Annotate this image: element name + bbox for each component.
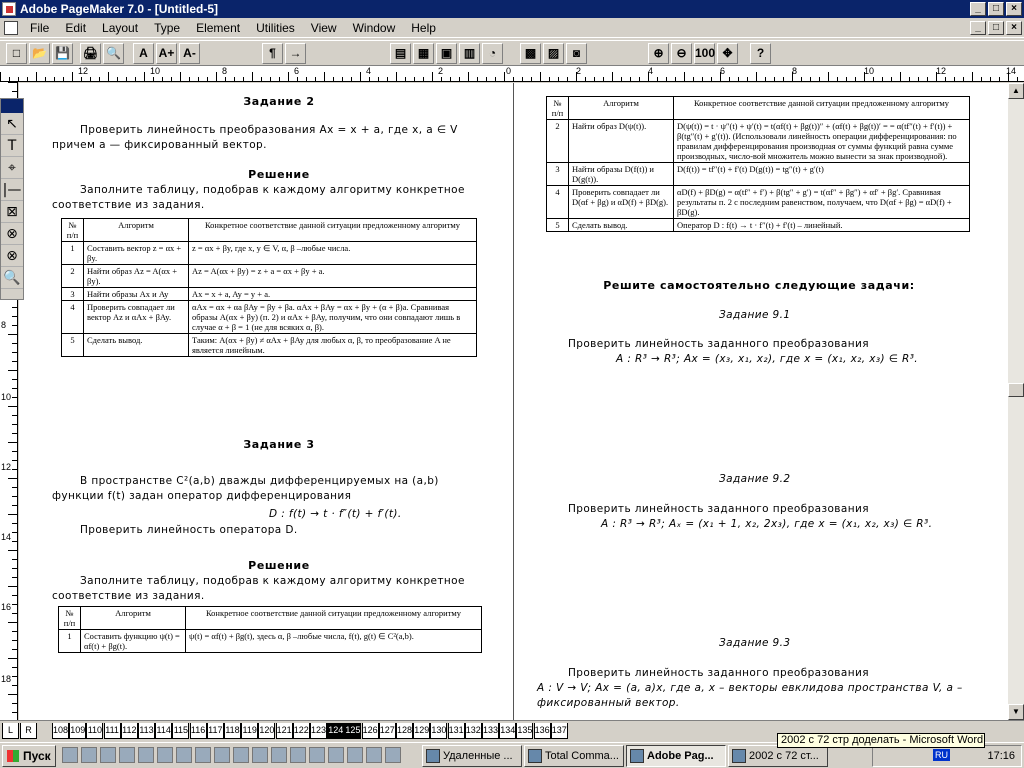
table-cell: Ax = x + a, Ay = y + a. [189, 288, 477, 301]
table-row [62, 334, 477, 357]
page-icon[interactable]: 110 [86, 723, 103, 739]
page-icon[interactable]: 108 [52, 723, 69, 739]
table-row [62, 242, 477, 265]
toolbar-button-16[interactable]: ▨ [543, 43, 564, 64]
task-icon [426, 749, 440, 763]
table-header-cell: № п/п [62, 219, 84, 242]
window-title: Adobe PageMaker 7.0 - [Untitled-5] [20, 2, 219, 16]
toolbar-button-4[interactable]: 🔍 [103, 43, 124, 64]
menu-layout[interactable]: Layout [102, 21, 139, 35]
page-icon[interactable]: 130 [430, 723, 447, 739]
ruler-h-label: 2 [576, 66, 582, 76]
toolbar-button-11[interactable]: ▦ [413, 43, 434, 64]
page-icon[interactable]: 122 [293, 723, 310, 739]
table-row [62, 265, 477, 288]
task3-text1: В пространстве C²(a,b) дважды дифференцируемых на (a,b) функции f(t) задан оператор дифференцирования [52, 475, 439, 502]
table-cell: Таким: A(αx + βy) ≠ αAx + βAy для любых α, β, то преобразование A не является линейным. [189, 334, 477, 357]
page-icon[interactable]: 123 [310, 723, 327, 739]
ruler-h-label: 2 [438, 66, 444, 76]
table-cell: z = αx + βy, где x, y ∈ V, α, β –любые числа. [189, 242, 477, 265]
taskbar-task[interactable] [422, 745, 522, 767]
page-icon[interactable]: 121 [276, 723, 293, 739]
ruler-h-label: 0 [506, 66, 512, 76]
task-label: Total Comma... [545, 750, 619, 762]
table-cell: 1 [59, 630, 81, 653]
table-cell: D(f(t)) = tf″(t) + f′(t) D(g(t)) = tg″(t) + g′(t) [674, 163, 970, 186]
quick-launch-icon[interactable] [176, 747, 192, 763]
scroll-up-arrow[interactable]: ▲ [1008, 83, 1024, 99]
ruler-h-label: 4 [366, 66, 372, 76]
toolbar-button-8[interactable]: ¶ [262, 43, 283, 64]
system-tray [872, 745, 1022, 767]
maximize-button[interactable]: □ [988, 2, 1004, 16]
menu-bar [0, 18, 1024, 38]
toolbar-button-7[interactable]: A- [179, 43, 200, 64]
toolbar-button-22[interactable]: ? [750, 43, 771, 64]
table-row [59, 630, 482, 653]
scroll-thumb[interactable] [1008, 383, 1024, 397]
task2-title: Задание 2 [243, 95, 315, 108]
taskbar-task[interactable] [524, 745, 624, 767]
table-cell: 4 [62, 301, 84, 334]
page-icon[interactable]: 114 [155, 723, 172, 739]
task-label: 2002 с 72 ст... [749, 750, 819, 762]
page-icon[interactable]: 124 [327, 723, 344, 739]
table-header-cell: Алгоритм [81, 607, 186, 630]
toolbar-button-12[interactable]: ▣ [436, 43, 457, 64]
table-cell: αD(f) + βD(g) = α(tf″ + f′) + β(tg″ + g′) = t(αf″ + βg″) + αf′ + βg′. Сравнивая результаты п. 2 с последним равенством, получаем, что D(αf + βg) = αD(f) + βD(g). [674, 186, 970, 219]
tooltip: 2002 с 72 стр доделать - Microsoft Word [777, 733, 985, 748]
task-label: Adobe Pag... [647, 750, 714, 762]
algorithm-table-1 [61, 218, 477, 357]
ruler-v-label: 10 [1, 392, 12, 402]
vertical-scrollbar[interactable] [1008, 83, 1024, 720]
doc-close-button[interactable]: × [1006, 21, 1022, 35]
table-header-cell: Конкретное соответствие данной ситуации предложенному алгоритму [674, 97, 970, 120]
page-icon[interactable]: 132 [465, 723, 482, 739]
ruler-h-label: 6 [720, 66, 726, 76]
toolbox-palette [0, 98, 24, 300]
toolbar-button-19[interactable]: ⊖ [671, 43, 692, 64]
tool-5[interactable]: ⊗ [1, 223, 23, 245]
fill2-text: Заполните таблицу, подобрав к каждому алгоритму конкретное соответствие из задания. [52, 575, 465, 602]
table-cell: 5 [547, 219, 569, 232]
toolbar-button-3[interactable]: 🖨 [80, 43, 101, 64]
quick-launch-icon[interactable] [100, 747, 116, 763]
page-icon[interactable]: 118 [224, 723, 241, 739]
ruler-v-label: 16 [1, 602, 12, 612]
tool-1[interactable]: T [1, 135, 23, 157]
table-cell: 4 [547, 186, 569, 219]
fill1-text: Заполните таблицу, подобрав к каждому алгоритму конкретное соответствие из задания. [52, 184, 465, 211]
task92-text: Проверить линейность заданного преобразования [568, 503, 869, 515]
language-indicator[interactable]: RU [935, 750, 948, 760]
quick-launch-icon[interactable] [119, 747, 135, 763]
ruler-h-label: 10 [864, 66, 875, 76]
menu-window[interactable]: Window [352, 21, 396, 35]
page-icon[interactable]: 134 [499, 723, 516, 739]
task91-text: Проверить линейность заданного преобразования [568, 338, 869, 350]
page-icon[interactable]: 131 [448, 723, 465, 739]
menu-type[interactable]: Type [154, 21, 181, 35]
title-bar [0, 0, 1024, 18]
quick-launch-icon[interactable] [252, 747, 268, 763]
quick-launch-icon[interactable] [233, 747, 249, 763]
toolbar-button-9[interactable]: → [285, 43, 306, 64]
task93-text: Проверить линейность заданного преобразования [568, 667, 869, 679]
taskbar-task[interactable] [728, 745, 828, 767]
table-cell: Сделать вывод. [569, 219, 674, 232]
ruler-h-label: 4 [648, 66, 654, 76]
table-header-cell: Алгоритм [569, 97, 674, 120]
table-cell: 5 [62, 334, 84, 357]
task91-formula: A : R³ → R³; Ax = (x₃, x₁, x₂), где x = (x₁, x₂, x₃) ∈ R³. [616, 353, 919, 365]
quick-launch-icon[interactable] [385, 747, 401, 763]
tool-2[interactable]: ⌖ [1, 157, 23, 179]
task91-title: Задание 9.1 [719, 309, 791, 321]
task3-formula: D : f(t) → t · f″(t) + f′(t). [269, 508, 402, 520]
algorithm-table-2 [58, 606, 482, 653]
table-cell: Составить вектор z = αx + βy. [84, 242, 189, 265]
tool-7[interactable]: 🔍 [1, 267, 23, 289]
toolbox-header[interactable] [1, 99, 23, 113]
task-icon [528, 749, 542, 763]
document-canvas[interactable] [19, 83, 1008, 720]
toolbar-button-1[interactable]: 📂 [29, 43, 50, 64]
table-cell: 1 [62, 242, 84, 265]
page-icon[interactable]: 120 [258, 723, 275, 739]
clock: 17:16 [987, 750, 1015, 762]
table-header-cell: № п/п [59, 607, 81, 630]
task-icon [732, 749, 746, 763]
ruler-h-label: 8 [792, 66, 798, 76]
table-row [547, 186, 970, 219]
self-study-title: Решите самостоятельно следующие задачи: [603, 279, 915, 292]
menu-view[interactable]: View [310, 21, 337, 35]
task92-title: Задание 9.2 [719, 473, 791, 485]
algorithm-table-3 [546, 96, 970, 232]
page-icon[interactable]: 127 [379, 723, 396, 739]
toolbar-button-6[interactable]: A+ [156, 43, 177, 64]
page-icon[interactable]: 113 [138, 723, 155, 739]
ruler-v-label: 8 [1, 320, 7, 330]
page-icon[interactable]: 125 [344, 723, 361, 739]
taskbar-task[interactable] [626, 745, 726, 767]
page-icon[interactable]: 126 [362, 723, 379, 739]
toolbar-button-13[interactable]: ▥ [459, 43, 480, 64]
table-cell: Сделать вывод. [84, 334, 189, 357]
table-header-cell: № п/п [547, 97, 569, 120]
page-icon[interactable]: 137 [551, 723, 568, 739]
toolbar-button-15[interactable]: ▩ [520, 43, 541, 64]
minimize-button[interactable]: _ [970, 2, 986, 16]
quick-launch-icon[interactable] [62, 747, 78, 763]
menu-utilities[interactable]: Utilities [256, 21, 295, 35]
ruler-h-label: 6 [294, 66, 300, 76]
close-button[interactable]: × [1006, 2, 1022, 16]
ruler-v-label: 12 [1, 462, 12, 472]
page-icon[interactable]: 119 [241, 723, 258, 739]
toolbar-button-18[interactable]: ⊕ [648, 43, 669, 64]
quick-launch-icon[interactable] [290, 747, 306, 763]
quick-launch-icon[interactable] [271, 747, 287, 763]
page-icon[interactable]: 111 [104, 723, 121, 739]
ruler-v-label: 14 [1, 532, 12, 542]
page-icon[interactable]: 109 [69, 723, 86, 739]
menu-file[interactable]: File [30, 21, 50, 35]
task3-title: Задание 3 [243, 438, 315, 451]
menu-edit[interactable]: Edit [65, 21, 87, 35]
task93-formula: A : V → V; Ax = (a, a)x, где a, x – векторы евклидова пространства V, a – фиксированный вектор. [537, 682, 963, 709]
menu-help[interactable]: Help [411, 21, 436, 35]
task-icon [630, 749, 644, 763]
table-cell: Проверить совпадает ли D(αf + βg) и αD(f) + βD(g). [569, 186, 674, 219]
quick-launch-icon[interactable] [195, 747, 211, 763]
tool-4[interactable]: ⊠ [1, 201, 23, 223]
table-cell: Составить функцию ψ(t) = αf(t) + βg(t). [81, 630, 186, 653]
table-header-cell: Конкретное соответствие данной ситуации предложенному алгоритму [186, 607, 482, 630]
task3-text2: Проверить линейность оператора D. [80, 524, 298, 536]
toolbar-button-14[interactable]: ◔ [482, 43, 503, 64]
quick-launch-icon[interactable] [366, 747, 382, 763]
doc-minimize-button[interactable]: _ [970, 21, 986, 35]
table-header-cell: Алгоритм [84, 219, 189, 242]
table-row [62, 288, 477, 301]
tool-0[interactable]: ↖ [1, 113, 23, 135]
table-header-cell: Конкретное соответствие данной ситуации предложенному алгоритму [189, 219, 477, 242]
page-icon-R[interactable]: R [20, 723, 37, 739]
task93-title: Задание 9.3 [719, 637, 791, 649]
table-row [547, 163, 970, 186]
page-icon[interactable]: 112 [121, 723, 138, 739]
start-button[interactable]: Пуск [2, 745, 56, 767]
page-icon[interactable]: 117 [207, 723, 224, 739]
toolbar-button-0[interactable]: □ [6, 43, 27, 64]
quick-launch-icon[interactable] [81, 747, 97, 763]
page-icon[interactable]: 133 [482, 723, 499, 739]
pagemaker-app-icon[interactable] [2, 2, 16, 16]
ruler-v-label: 18 [1, 674, 12, 684]
tool-3[interactable]: |— [1, 179, 23, 201]
quick-launch-icon[interactable] [328, 747, 344, 763]
page-icon-L[interactable]: L [2, 723, 19, 739]
page-icon[interactable]: 135 [516, 723, 533, 739]
ruler-h-label: 8 [222, 66, 228, 76]
page-spread-divider [513, 83, 514, 720]
table-cell: 3 [547, 163, 569, 186]
horizontal-ruler[interactable] [0, 66, 1024, 82]
page-icon[interactable]: 128 [396, 723, 413, 739]
table-cell: Найти образ D(ψ(t)). [569, 120, 674, 163]
quick-launch-icon[interactable] [214, 747, 230, 763]
task-label: Удаленные ... [443, 750, 513, 762]
doc-restore-button[interactable]: □ [988, 21, 1004, 35]
ruler-h-label: 14 [1006, 66, 1017, 76]
table-cell: Найти образы D(f(t)) и D(g(t)). [569, 163, 674, 186]
table-cell: 3 [62, 288, 84, 301]
table-cell: Проверить совпадает ли вектор Az и αAx + βAy. [84, 301, 189, 334]
solution2-title: Решение [248, 559, 310, 572]
table-cell: 2 [547, 120, 569, 163]
quick-launch-icon[interactable] [347, 747, 363, 763]
toolbar [0, 40, 1024, 66]
toolbar-button-17[interactable]: ◙ [566, 43, 587, 64]
ruler-h-label: 12 [936, 66, 947, 76]
toolbar-button-21[interactable]: ✥ [717, 43, 738, 64]
table-cell: αAx = αx + αa βAy = βy + βa. αAx + βAy = αx + βy + (α + β)a. Сравнивая образы A(αx + βy) (п. 2) и αAx + βAy, получим, что они совпадают лишь в случае α + β = 1 (не для всяких α, β). [189, 301, 477, 334]
table-cell: Az = A(αx + βy) = z + a = αx + βy + a. [189, 265, 477, 288]
table-row [62, 301, 477, 334]
table-row [547, 120, 970, 163]
menu-element[interactable]: Element [196, 21, 241, 35]
table-cell: D(ψ(t)) = t · ψ″(t) + ψ′(t) = t(αf(t) + βg(t))″ + (αf(t) + βg(t))′ = = α(tf″(t) + f′(t)) + β(tg″(t) + g′(t)). (Использовали линейность операции дифференцирования: по правилам дифференцирования производная от суммы функций равна сумме производных, число-вой множитель можно вынести за знак производной). [674, 120, 970, 163]
quick-launch-icon[interactable] [309, 747, 325, 763]
table-cell: Найти образы Ax и Ay [84, 288, 189, 301]
task92-formula: A : R³ → R³; Aₓ = (x₁ + 1, x₂, 2x₃), где x = (x₁, x₂, x₃) ∈ R³. [601, 518, 933, 530]
table-cell: Оператор D : f(t) → t · f″(t) + f′(t) – линейный. [674, 219, 970, 232]
ruler-h-label: 12 [78, 66, 89, 76]
table-row [547, 219, 970, 232]
task2-text: Проверить линейность преобразования Ax = x + a, где x, a ∈ V причем a — фиксированный вектор. [52, 124, 458, 151]
ruler-h-label: 10 [150, 66, 161, 76]
table-cell: 2 [62, 265, 84, 288]
table-cell: ψ(t) = αf(t) + βg(t), здесь α, β –любые числа, f(t), g(t) ∈ C²(a,b). [186, 630, 482, 653]
toolbar-button-20[interactable]: 100 [694, 43, 715, 64]
scroll-down-arrow[interactable]: ▼ [1008, 704, 1024, 720]
table-cell: Найти образ Az = A(αx + βy). [84, 265, 189, 288]
toolbar-button-5[interactable]: A [133, 43, 154, 64]
solution1-title: Решение [248, 168, 310, 181]
page-icon[interactable]: 136 [534, 723, 551, 739]
document-icon[interactable] [4, 21, 18, 35]
tool-6[interactable]: ⊗ [1, 245, 23, 267]
toolbar-button-10[interactable]: ▤ [390, 43, 411, 64]
toolbar-button-2[interactable]: 💾 [52, 43, 73, 64]
quick-launch-icon[interactable] [138, 747, 154, 763]
page-icon[interactable]: 115 [172, 723, 189, 739]
quick-launch-icon[interactable] [157, 747, 173, 763]
page-icon[interactable]: 129 [413, 723, 430, 739]
page-icon[interactable]: 116 [190, 723, 207, 739]
